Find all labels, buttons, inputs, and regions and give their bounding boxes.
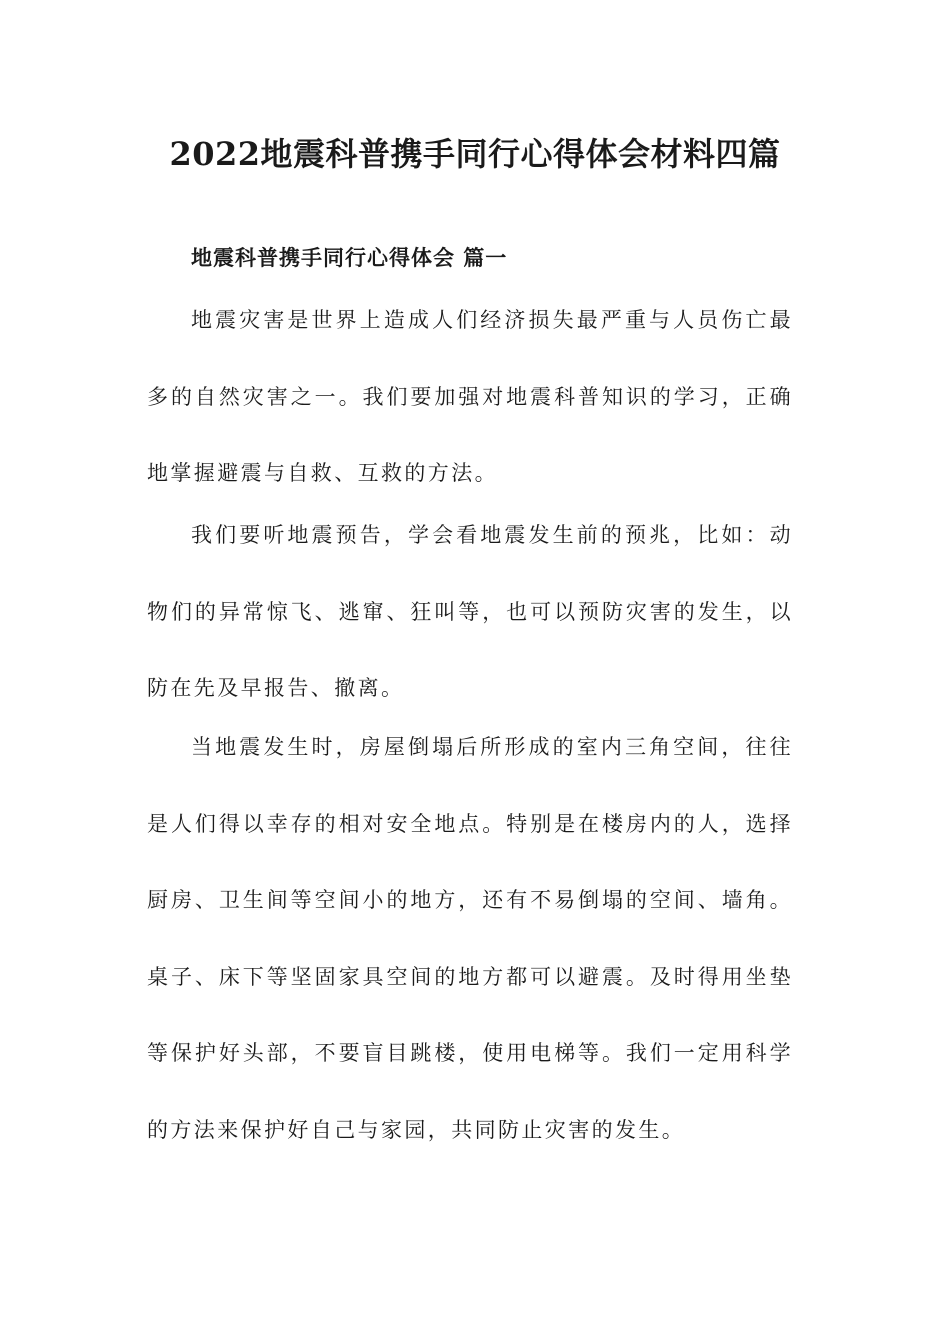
paragraph-2: 我们要听地震预告，学会看地震发生前的预兆，比如：动物们的异常惊飞、逃窜、狂叫等，也可以预防灾害的发生，以防在先及早报告、撤离。 <box>147 523 793 700</box>
paragraph-1: 地震灾害是世界上造成人们经济损失最严重与人员伤亡最多的自然灾害之一。我们要加强对地震科普知识的学习，正确地掌握避震与自救、互救的方法。 <box>147 308 793 485</box>
document-title: 2022地震科普携手同行心得体会材料四篇 <box>169 135 781 173</box>
paragraph-3: 当地震发生时，房屋倒塌后所形成的室内三角空间，往往是人们得以幸存的相对安全地点。特别是在楼房内的人，选择厨房、卫生间等空间小的地方，还有不易倒塌的空间、墙角。桌子、床下等坚固家具空间的地方都可以避震。及时得用坐垫等保护好头部，不要盲目跳楼，使用电梯等。我们一定用科学的方法来保护好自己与家园，共同防止灾害的发生。 <box>147 735 793 1142</box>
section-heading: 地震科普携手同行心得体会 篇一 <box>191 246 508 270</box>
